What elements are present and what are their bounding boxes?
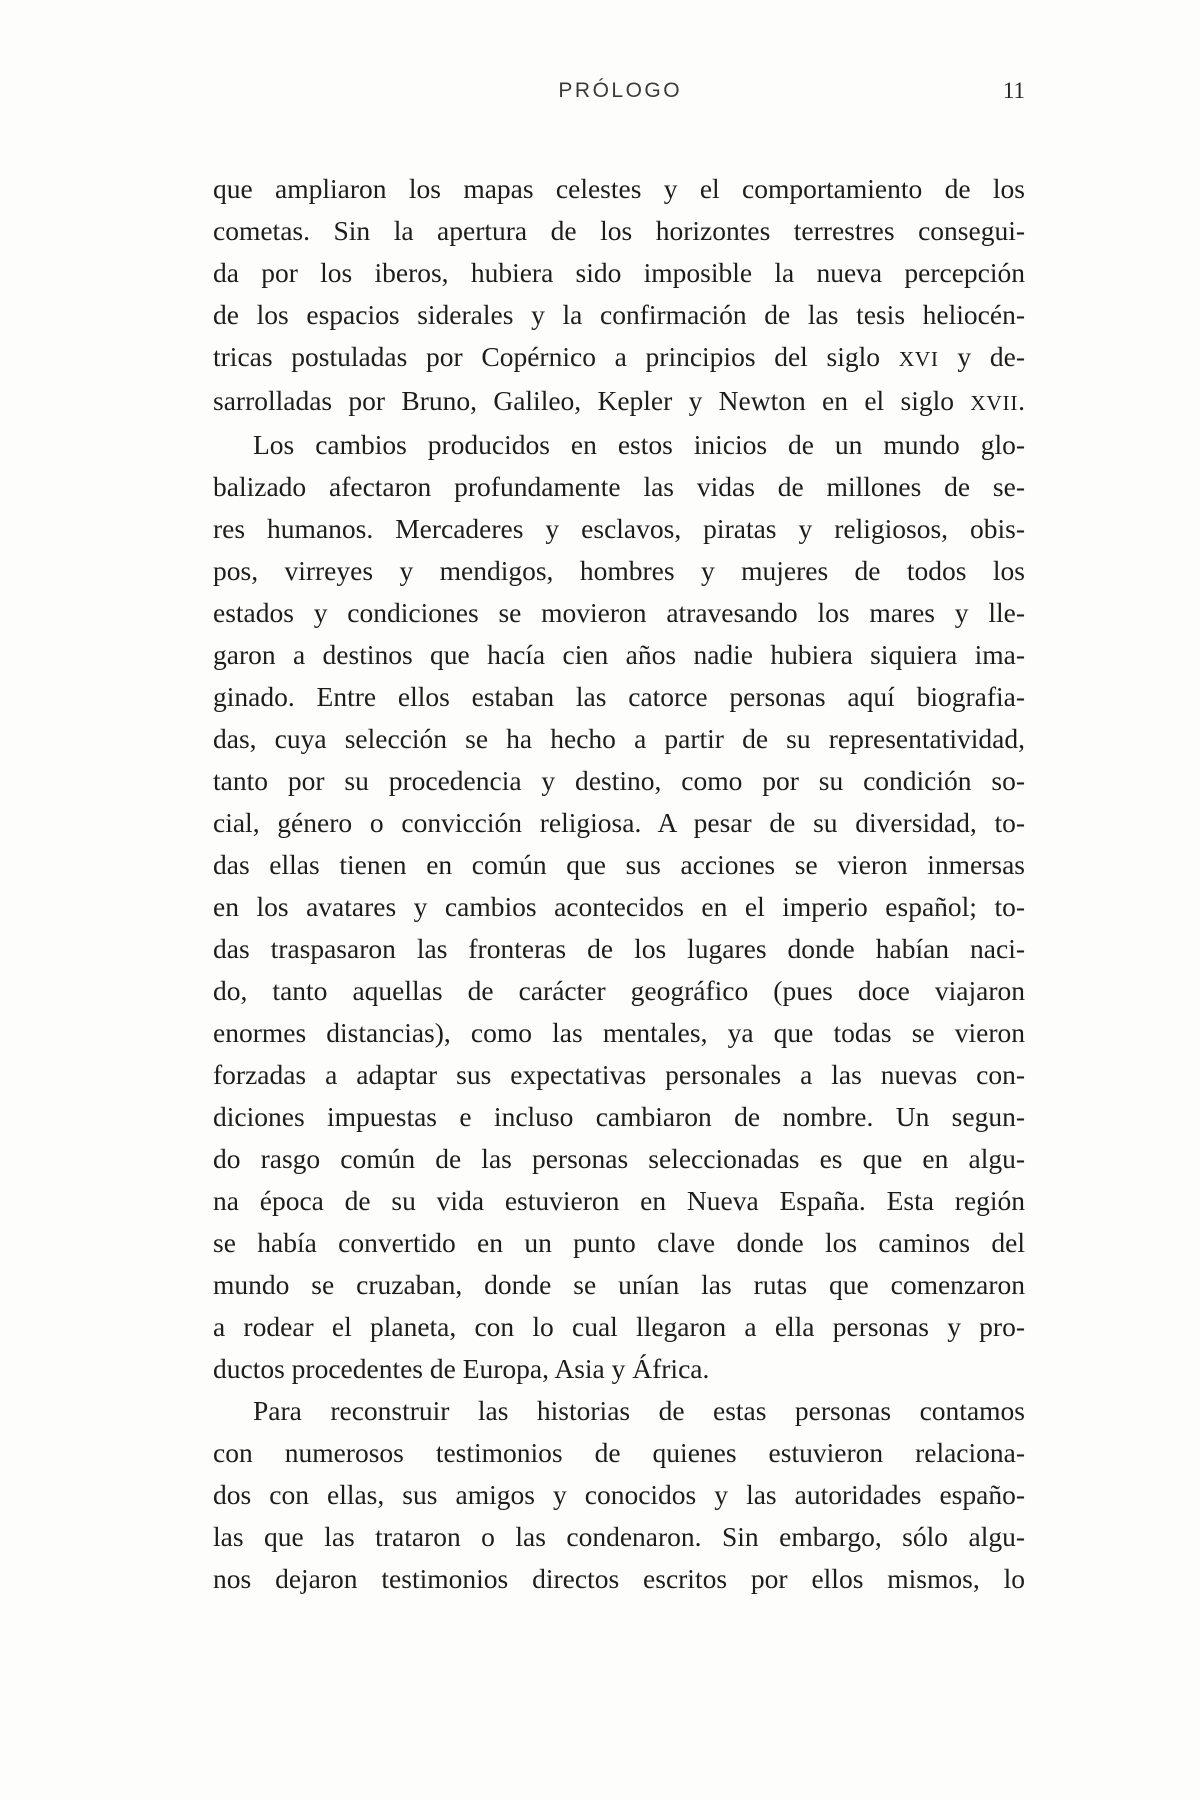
- text-line: das traspasaron las fronteras de los lugares donde habían naci-: [213, 933, 1025, 964]
- text-line: res humanos. Mercaderes y esclavos, piratas y religiosos, obis-: [213, 513, 1025, 544]
- running-head-title: PRÓLOGO: [558, 79, 683, 102]
- text-line: con numerosos testimonios de quienes estuvieron relaciona-: [213, 1437, 1025, 1468]
- text-line: enormes distancias), como las mentales, ya que todas se vieron: [213, 1017, 1025, 1048]
- text-line: das ellas tienen en común que sus acciones se vieron inmersas: [213, 849, 1025, 880]
- text-line: las que las trataron o las condenaron. Sin embargo, sólo algu-: [213, 1521, 1025, 1552]
- page-number: 11: [1002, 78, 1025, 103]
- text-line: da por los iberos, hubiera sido imposible la nueva percepción: [213, 257, 1025, 288]
- text-line: ginado. Entre ellos estaban las catorce personas aquí biografia-: [213, 681, 1025, 712]
- text-line: de los espacios siderales y la confirmación de las tesis heliocén-: [213, 299, 1025, 330]
- text-line: que ampliaron los mapas celestes y el comportamiento de los: [213, 173, 1025, 204]
- text-line: na época de su vida estuvieron en Nueva España. Esta región: [213, 1185, 1025, 1216]
- text-line: Los cambios producidos en estos inicios de un mundo glo-: [253, 429, 1025, 460]
- text-line: mundo se cruzaban, donde se unían las rutas que comenzaron: [213, 1269, 1025, 1300]
- text-line: cial, género o convicción religiosa. A pesar de su diversidad, to-: [213, 807, 1025, 838]
- text-line: dos con ellas, sus amigos y conocidos y las autoridades españo-: [213, 1479, 1025, 1510]
- small-caps-roman-numeral: XVI: [898, 347, 939, 371]
- text-block: [213, 168, 1025, 1600]
- text-line: forzadas a adaptar sus expectativas personales a las nuevas con-: [213, 1059, 1025, 1090]
- text-line: balizado afectaron profundamente las vidas de millones de se-: [213, 471, 1025, 502]
- text-line: garon a destinos que hacía cien años nadie hubiera siquiera ima-: [213, 639, 1025, 670]
- text-line: diciones impuestas e incluso cambiaron de nombre. Un segun-: [213, 1101, 1025, 1132]
- running-head: [213, 80, 1025, 108]
- text-line: se había convertido en un punto clave donde los caminos del: [213, 1227, 1025, 1258]
- text-line: nos dejaron testimonios directos escritos por ellos mismos, lo: [213, 1563, 1025, 1594]
- text-line: tricas postuladas por Copérnico a principios del siglo XVI y de-: [213, 341, 1025, 372]
- text-line: do, tanto aquellas de carácter geográfico (pues doce viajaron: [213, 975, 1025, 1006]
- text-line: a rodear el planeta, con lo cual llegaron a ella personas y pro-: [213, 1311, 1025, 1342]
- text-line: sarrolladas por Bruno, Galileo, Kepler y Newton en el siglo XVII.: [213, 385, 1025, 416]
- text-line: cometas. Sin la apertura de los horizontes terrestres consegui-: [213, 215, 1025, 246]
- small-caps-roman-numeral: XVII: [970, 391, 1019, 415]
- text-line: tanto por su procedencia y destino, como por su condición so-: [213, 765, 1025, 796]
- text-line: do rasgo común de las personas seleccionadas es que en algu-: [213, 1143, 1025, 1174]
- text-line: das, cuya selección se ha hecho a partir de su representatividad,: [213, 723, 1025, 754]
- text-line: pos, virreyes y mendigos, hombres y mujeres de todos los: [213, 555, 1025, 586]
- text-line: estados y condiciones se movieron atravesando los mares y lle-: [213, 597, 1025, 628]
- text-line: ductos procedentes de Europa, Asia y África.: [213, 1353, 710, 1384]
- text-line: en los avatares y cambios acontecidos en el imperio español; to-: [213, 891, 1025, 922]
- text-line: Para reconstruir las historias de estas personas contamos: [253, 1395, 1025, 1426]
